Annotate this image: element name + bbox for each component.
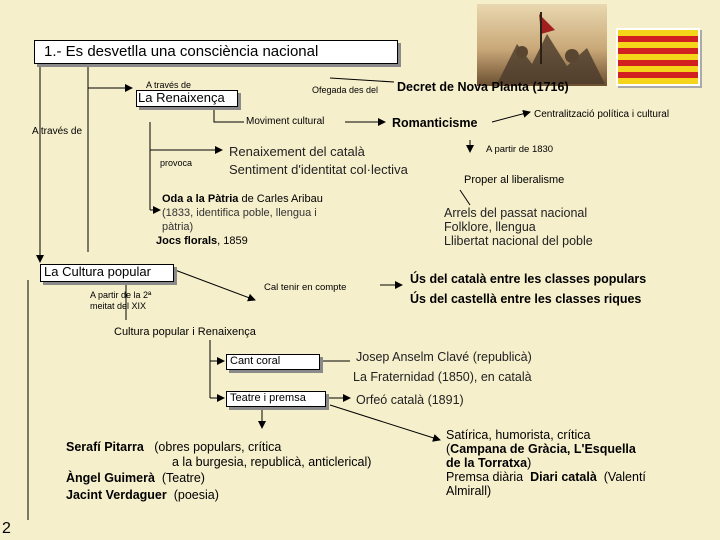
label-a-traves-de-2: A través de <box>32 126 83 137</box>
renaixement-line1: Renaixement del català <box>229 144 365 159</box>
diari-catala: Diari català <box>530 470 597 484</box>
verdaguer-name: Jacint Verdaguer <box>66 488 167 502</box>
pitarra-desc1: (obres populars, crítica <box>154 440 282 454</box>
us-catala-label: Ús del català entre les classes populars <box>410 272 647 286</box>
almirall-line: Almirall) <box>446 484 492 498</box>
pitarra-desc2: a la burgesia, republicà, anticlerical) <box>172 455 372 469</box>
connector-line <box>175 270 255 300</box>
page-number: 2 <box>2 520 11 537</box>
arrels-line2: Folklore, llengua <box>444 220 536 234</box>
pitarra-name: Serafí Pitarra <box>66 440 144 454</box>
oda-line2: (1833, identifica poble, llengua i <box>162 207 317 219</box>
decret-label: Decret de Nova Planta (1716) <box>397 80 569 94</box>
clave-line1: Josep Anselm Clavé (republicà) <box>356 350 532 364</box>
premsa-diaria: Premsa diària <box>446 470 524 484</box>
verdaguer-line <box>66 488 219 502</box>
guimera-desc: (Teatre) <box>161 471 205 485</box>
oda-line3: pàtria) <box>162 221 194 233</box>
valenti: (Valentí <box>603 470 646 484</box>
connector-line <box>330 78 394 82</box>
renaixement-line2: Sentiment d'identitat col·lectiva <box>229 162 408 177</box>
a-partir-1830-label: A partir de 1830 <box>486 144 554 155</box>
premsa-diaria-line <box>446 470 646 484</box>
provoca-label: provoca <box>160 158 193 168</box>
jocs-florals-title: Jocs florals <box>156 235 218 247</box>
renaixenca-label: La Renaixença <box>138 90 225 105</box>
verdaguer-desc: (poesia) <box>173 488 219 502</box>
teatre-premsa-label: Teatre i premsa <box>230 392 306 404</box>
satirica-line2 <box>446 442 636 456</box>
label-a-traves-de-1: A través de <box>146 80 192 90</box>
pitarra-line <box>66 440 281 454</box>
satirica-line1: Satírica, humorista, crítica <box>446 428 591 442</box>
cultura-i-renaixenca-label: Cultura popular i Renaixença <box>114 326 256 338</box>
jocs-florals-year: , 1859 <box>217 235 248 247</box>
oda-author: de Carles Aribau <box>238 193 323 205</box>
satirica-title2: de la Torratxa <box>446 456 528 470</box>
guimera-name: Àngel Guimerà <box>66 471 155 485</box>
cal-tenir-label: Cal tenir en compte <box>264 282 347 293</box>
oda-line1 <box>162 193 323 206</box>
satirica-close: ) <box>527 456 532 470</box>
satirica-title1: Campana de Gràcia, L'Esquella <box>450 442 636 456</box>
jocs-florals-line <box>156 235 248 248</box>
cultura-popular-label: La Cultura popular <box>44 264 151 279</box>
page-title-text: 1.- Es desvetlla una consciència nacional <box>44 43 319 60</box>
guimera-line <box>66 471 205 485</box>
cant-coral-label: Cant coral <box>230 355 281 367</box>
a-partir-2a-line1: A partir de la 2ª <box>90 290 152 300</box>
clave-line2: La Fraternidad (1850), en català <box>353 370 532 384</box>
connector-line <box>330 405 440 440</box>
moviment-cultural-label: Moviment cultural <box>246 116 325 127</box>
proper-liberalisme-label: Proper al liberalisme <box>464 174 565 186</box>
oda-title: Oda a la Pàtria <box>162 193 239 205</box>
connector-line <box>492 112 530 122</box>
orfeo-label: Orfeó català (1891) <box>356 393 464 407</box>
arrels-line1: Arrels del passat nacional <box>444 206 588 220</box>
arrels-line3: Llibertat nacional del poble <box>444 234 593 248</box>
centralitzacio-label: Centralització política i cultural <box>534 109 670 120</box>
romanticisme-label: Romanticisme <box>392 116 478 130</box>
ofegada-label: Ofegada des del <box>312 85 379 95</box>
connector-line <box>460 190 470 205</box>
satirica-open: ( <box>446 442 451 456</box>
catalan-flag-icon <box>616 28 700 86</box>
battle-painting <box>477 4 607 86</box>
satirica-line3 <box>446 456 531 470</box>
us-castella-label: Ús del castellà entre les classes riques <box>410 292 642 306</box>
a-partir-2a-line2: meitat del XIX <box>90 301 147 311</box>
